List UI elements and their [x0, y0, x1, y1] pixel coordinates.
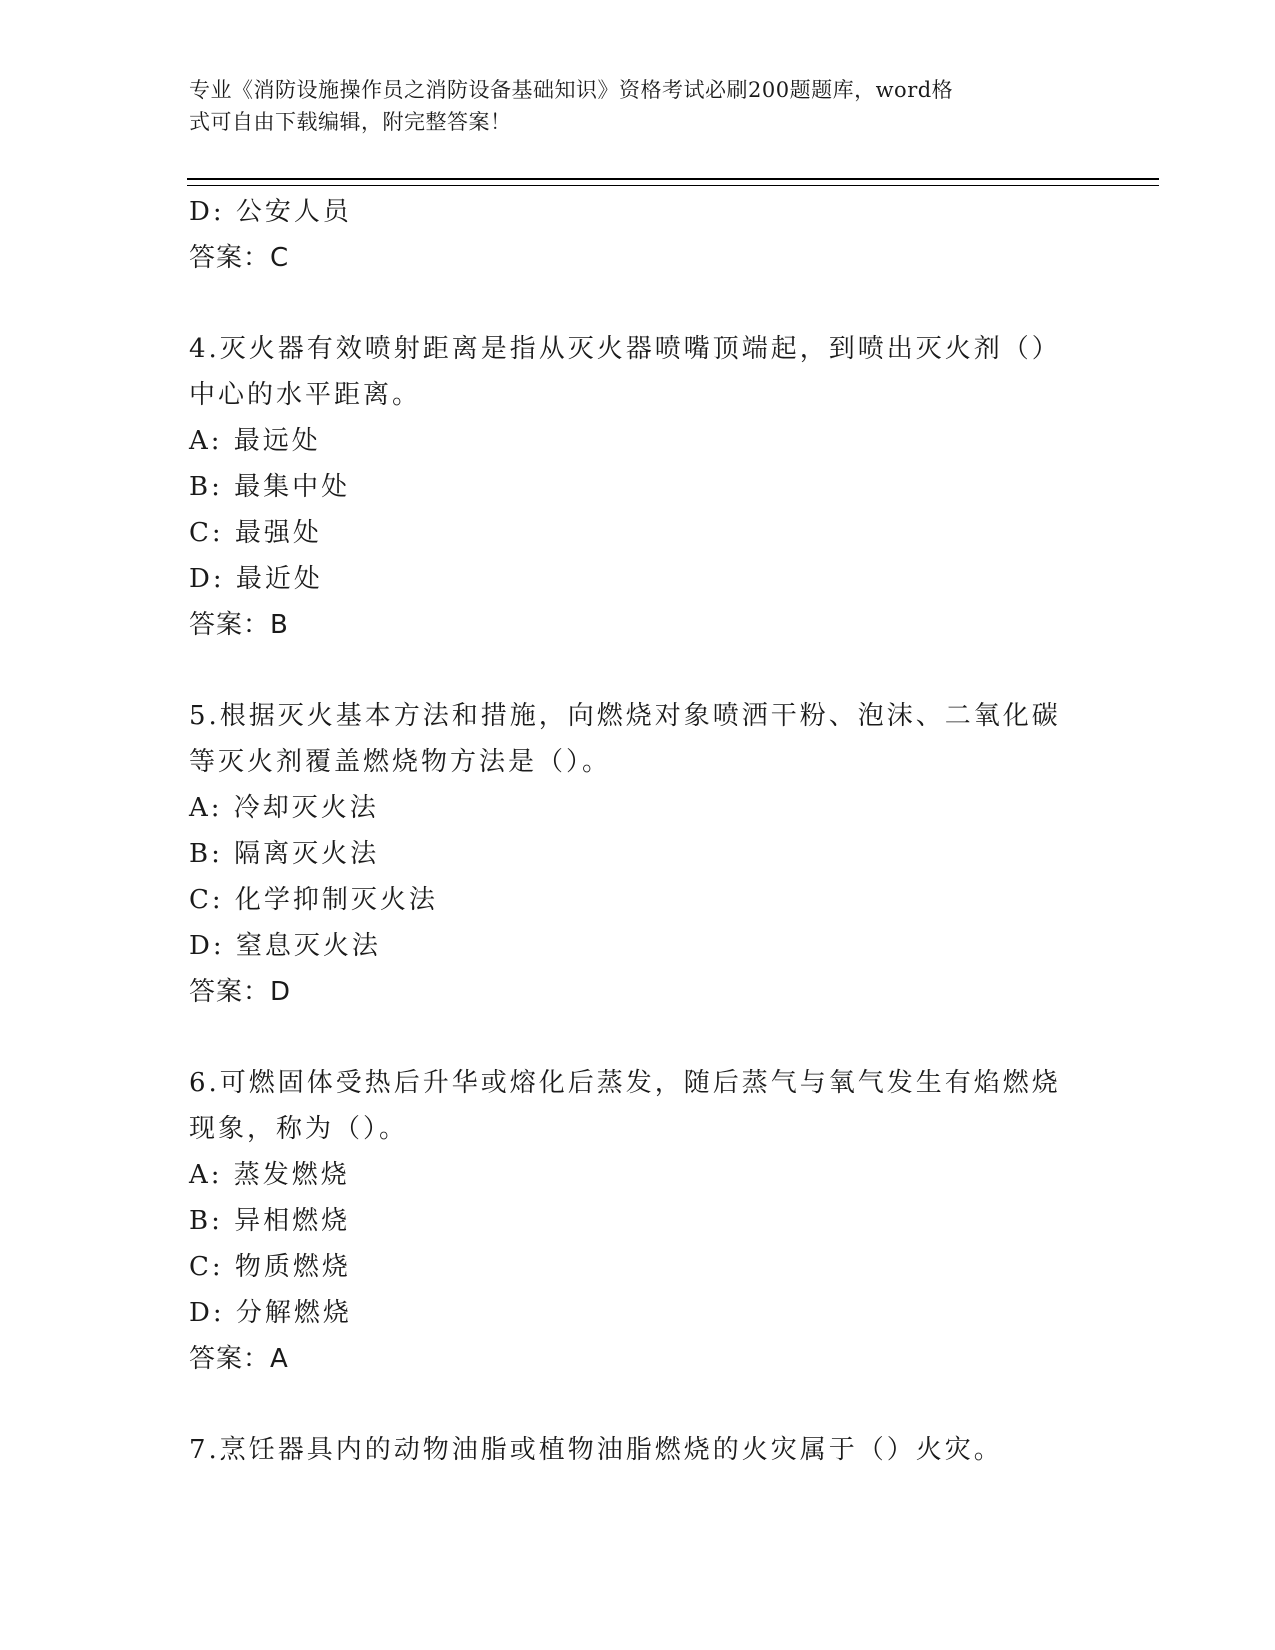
option-d: D: 窒息灭火法 [189, 931, 381, 961]
option-d: D: 分解燃烧 [189, 1298, 352, 1328]
option-b: B: 最集中处 [189, 472, 351, 502]
option-b: B: 隔离灭火法 [189, 839, 380, 869]
header-line-2: 式可自由下载编辑，附完整答案！ [189, 110, 512, 134]
option-a: A: 冷却灭火法 [189, 793, 379, 823]
spacer [189, 281, 1089, 326]
spacer [189, 1015, 1089, 1060]
option-c: C: 最强处 [189, 518, 322, 548]
question-text-line: 现象，称为（）。 [189, 1114, 409, 1144]
question-7 [189, 1427, 1089, 1473]
question-5 [189, 693, 1089, 1015]
question-text-line: 中心的水平距离。 [189, 380, 422, 410]
answer: 答案：A [189, 1344, 289, 1374]
question-6 [189, 1060, 1089, 1382]
answer: 答案：C [189, 243, 290, 273]
question-text-line: 5.根据灭火基本方法和措施，向燃烧对象喷洒干粉、泡沫、二氧化碳 [189, 701, 1061, 731]
spacer [189, 648, 1089, 693]
option-a: A: 蒸发燃烧 [189, 1160, 350, 1190]
question-text-line: 4.灭火器有效喷射距离是指从灭火器喷嘴顶端起，到喷出灭火剂（） [189, 334, 1061, 364]
option-c: C: 物质燃烧 [189, 1252, 351, 1282]
question-text-line: 6.可燃固体受热后升华或熔化后蒸发，随后蒸气与氧气发生有焰燃烧 [189, 1068, 1061, 1098]
question-text-line: 等灭火剂覆盖燃烧物方法是（）。 [189, 747, 612, 777]
question-text-line: 7.烹饪器具内的动物油脂或植物油脂燃烧的火灾属于（）火灾。 [189, 1435, 1003, 1465]
option-c: C: 化学抑制灭火法 [189, 885, 438, 915]
question-4 [189, 326, 1089, 648]
answer: 答案：B [189, 610, 289, 640]
header-line-1: 专业《消防设施操作员之消防设备基础知识》资格考试必刷200题题库，word格 [189, 78, 954, 102]
header-rule-thick [187, 178, 1159, 180]
answer: 答案：D [189, 977, 292, 1007]
spacer [189, 1382, 1089, 1427]
header-rule-thin [187, 185, 1159, 186]
option-b: B: 异相燃烧 [189, 1206, 351, 1236]
option-a: A: 最远处 [189, 426, 321, 456]
question-body [189, 189, 1089, 1473]
document-header [189, 74, 1069, 138]
option-d: D: 最近处 [189, 564, 323, 594]
option-d: D: 公安人员 [189, 197, 352, 227]
